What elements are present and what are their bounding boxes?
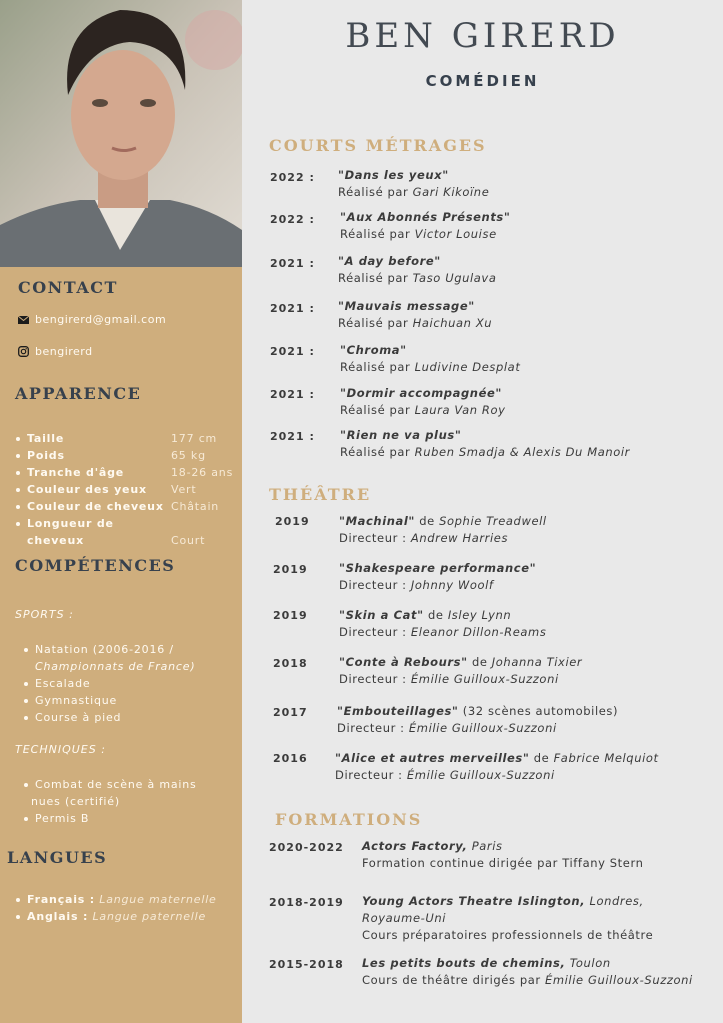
list-item: Championnats de France) (35, 660, 196, 673)
contact-email-row[interactable] (18, 313, 166, 326)
theatre-year: 2019 (273, 609, 308, 622)
apparence-value: Châtain (171, 500, 220, 513)
person-role: COMÉDIEN (425, 72, 540, 90)
courts-year: 2021 : (270, 345, 315, 358)
theatre-heading: THÉÂTRE (269, 485, 372, 504)
formation-years: 2018-2019 (269, 896, 344, 909)
theatre-year: 2017 (273, 706, 308, 719)
courts-entry: "Rien ne va plus" Réalisé par Ruben Smadja & Alexis Du Manoir (340, 428, 631, 459)
langue-label: Anglais : (27, 910, 89, 923)
apparence-label: Longueur de cheveux (27, 517, 114, 547)
courts-year: 2022 : (270, 213, 315, 226)
instagram-icon (18, 346, 29, 357)
apparence-label: Tranche d'âge (27, 466, 125, 479)
apparence-value: 65 kg (171, 449, 206, 462)
formations-heading: FORMATIONS (275, 810, 423, 829)
contact-instagram: bengirerd (35, 345, 93, 358)
list-item (14, 891, 217, 908)
courts-entry: "Dans les yeux" Réalisé par Gari Kikoïne (338, 168, 490, 199)
langue-label: Français : (27, 893, 95, 906)
list-item (14, 447, 233, 464)
apparence-label: Poids (27, 449, 65, 462)
techniques-subheading: TECHNIQUES : (15, 743, 106, 756)
langues-heading: LANGUES (7, 848, 108, 867)
apparence-value: Vert (171, 483, 197, 496)
formation-entry: Young Actors Theatre Islington, Londres, Royaume-Uni Cours préparatoires professionnels de théâtre (362, 894, 654, 942)
competences-heading: COMPÉTENCES (15, 556, 176, 575)
theatre-entry: "Shakespeare performance" Directeur : Johnny Woolf (339, 561, 537, 592)
courts-year: 2021 : (270, 257, 315, 270)
list-item (14, 464, 233, 481)
courts-entry: "Dormir accompagnée" Réalisé par Laura Van Roy (340, 386, 506, 417)
person-name: BEN GIRERD (345, 16, 620, 56)
courts-entry: "Aux Abonnés Présents" Réalisé par Victor Louise (340, 210, 511, 241)
list-item (14, 908, 217, 925)
sports-list (22, 641, 195, 726)
profile-photo (0, 0, 242, 267)
courts-entry: "Mauvais message" Réalisé par Haichuan Xu (338, 299, 493, 330)
techniques-list (22, 776, 197, 827)
list-item (14, 481, 233, 498)
theatre-year: 2018 (273, 657, 308, 670)
apparence-label: Taille (27, 432, 65, 445)
contact-instagram-row[interactable] (18, 345, 93, 358)
courts-heading: COURTS MÉTRAGES (269, 136, 487, 155)
langue-value: Langue maternelle (99, 893, 217, 906)
list-item: Permis B (22, 810, 197, 827)
theatre-entry: "Conte à Rebours" de Johanna Tixier Directeur : Émilie Guilloux-Suzzoni (339, 655, 583, 686)
langue-value: Langue paternelle (92, 910, 207, 923)
contact-email: bengirerd@gmail.com (35, 313, 167, 326)
courts-year: 2021 : (270, 302, 315, 315)
list-item (14, 498, 233, 515)
courts-entry: "Chroma" Réalisé par Ludivine Desplat (340, 343, 521, 374)
courts-year: 2022 : (270, 171, 315, 184)
courts-year: 2021 : (270, 388, 315, 401)
mail-icon (18, 316, 29, 324)
langues-list (14, 891, 217, 925)
apparence-list (14, 430, 233, 549)
list-item: nues (certifié) (31, 795, 120, 808)
apparence-heading: APPARENCE (15, 384, 142, 403)
apparence-label: Couleur de cheveux (27, 500, 164, 513)
contact-heading: CONTACT (18, 278, 118, 297)
courts-year: 2021 : (270, 430, 315, 443)
theatre-year: 2019 (275, 515, 310, 528)
list-item (14, 430, 233, 447)
courts-entry: "A day before" Réalisé par Taso Ugulava (338, 254, 497, 285)
sports-subheading: SPORTS : (15, 608, 74, 621)
list-item: Course à pied (22, 709, 195, 726)
apparence-value: 18-26 ans (171, 466, 234, 479)
theatre-entry: "Skin a Cat" de Isley Lynn Directeur : Eleanor Dillon-Reams (339, 608, 547, 639)
list-item: Combat de scène à mains (22, 776, 197, 793)
theatre-year: 2019 (273, 563, 308, 576)
theatre-entry: "Alice et autres merveilles" de Fabrice Melquiot Directeur : Émilie Guilloux-Suzzoni (335, 751, 659, 782)
theatre-entry: "Embouteillages" (32 scènes automobiles) Directeur : Émilie Guilloux-Suzzoni (337, 704, 619, 735)
apparence-label: Couleur des yeux (27, 483, 147, 496)
apparence-value: Court (171, 534, 206, 547)
list-item: Escalade (22, 675, 195, 692)
sidebar (0, 0, 242, 1023)
formation-entry: Les petits bouts de chemins, Toulon Cours de théâtre dirigés par Émilie Guilloux-Suzzoni (362, 956, 693, 987)
formation-years: 2020-2022 (269, 841, 344, 854)
formation-entry: Actors Factory, Paris Formation continue dirigée par Tiffany Stern (362, 839, 644, 870)
list-item: Gymnastique (22, 692, 195, 709)
list-item: Natation (2006-2016 / (22, 641, 195, 658)
theatre-entry: "Machinal" de Sophie Treadwell Directeur : Andrew Harries (339, 514, 547, 545)
theatre-year: 2016 (273, 752, 308, 765)
apparence-value: 177 cm (171, 432, 218, 445)
formation-years: 2015-2018 (269, 958, 344, 971)
list-item (14, 515, 233, 549)
